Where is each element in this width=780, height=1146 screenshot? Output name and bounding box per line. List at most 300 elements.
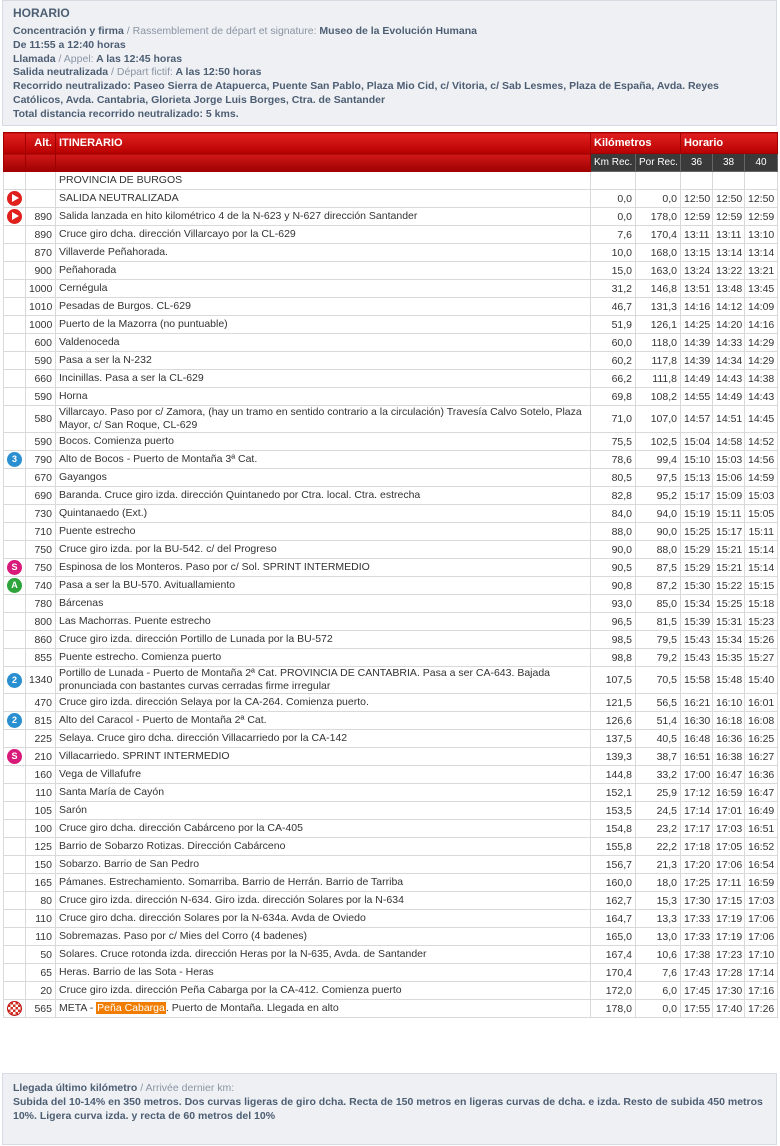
row-km-remaining: 88,0 bbox=[636, 541, 681, 559]
row-time-38: 15:35 bbox=[713, 649, 745, 667]
row-icon-cell bbox=[4, 433, 26, 451]
row-time-36: 15:58 bbox=[681, 667, 713, 694]
row-itinerary: Pasa a ser la N-232 bbox=[56, 352, 591, 370]
row-itinerary: Villacarriedo. SPRINT INTERMEDIO bbox=[56, 748, 591, 766]
row-itinerary: Cruce giro izda. por la BU-542. c/ del Progreso bbox=[56, 541, 591, 559]
row-time-40: 15:40 bbox=[745, 667, 778, 694]
row-altitude: 580 bbox=[26, 406, 56, 433]
table-row bbox=[4, 388, 778, 406]
table-row bbox=[4, 190, 778, 208]
row-time-36: 17:17 bbox=[681, 820, 713, 838]
row-itinerary: Baranda. Cruce giro izda. dirección Quintanedo por Ctra. local. Ctra. estrecha bbox=[56, 487, 591, 505]
row-icon-cell bbox=[4, 388, 26, 406]
row-itinerary: Puente estrecho bbox=[56, 523, 591, 541]
row-altitude: 65 bbox=[26, 964, 56, 982]
row-km-remaining: 13,3 bbox=[636, 910, 681, 928]
last-km-title-es: Llegada último kilómetro bbox=[13, 1082, 138, 1094]
header-line-fr: Appel: bbox=[63, 52, 94, 65]
row-itinerary: Selaya. Cruce giro dcha. dirección Villacarriedo por la CA-142 bbox=[56, 730, 591, 748]
row-km-remaining: 118,0 bbox=[636, 334, 681, 352]
row-time-40: 16:01 bbox=[745, 694, 778, 712]
row-km-remaining: 79,2 bbox=[636, 649, 681, 667]
header-alt: Alt. bbox=[26, 133, 56, 154]
row-altitude: 890 bbox=[26, 208, 56, 226]
row-icon-cell bbox=[4, 892, 26, 910]
row-altitude: 800 bbox=[26, 613, 56, 631]
row-km-remaining: 102,5 bbox=[636, 433, 681, 451]
row-km-covered: 153,5 bbox=[591, 802, 636, 820]
table-row bbox=[4, 766, 778, 784]
row-time-38: 17:28 bbox=[713, 964, 745, 982]
row-km-covered: 139,3 bbox=[591, 748, 636, 766]
row-km-covered: 15,0 bbox=[591, 262, 636, 280]
row-time-38: 12:59 bbox=[713, 208, 745, 226]
row-time-40 bbox=[745, 172, 778, 190]
row-icon-cell bbox=[4, 316, 26, 334]
row-time-40: 14:43 bbox=[745, 388, 778, 406]
table-row bbox=[4, 1000, 778, 1018]
row-km-covered: 160,0 bbox=[591, 874, 636, 892]
row-time-40: 14:29 bbox=[745, 352, 778, 370]
header-line-sep: / bbox=[55, 52, 64, 65]
schedule-header bbox=[2, 0, 777, 126]
sprint-icon: S bbox=[7, 560, 22, 575]
row-icon-cell bbox=[4, 208, 26, 226]
row-itinerary: Sobremazas. Paso por c/ Mies del Corro (4 badenes) bbox=[56, 928, 591, 946]
row-time-38: 15:21 bbox=[713, 559, 745, 577]
row-km-remaining: 33,2 bbox=[636, 766, 681, 784]
row-km-remaining: 117,8 bbox=[636, 352, 681, 370]
row-km-covered: 126,6 bbox=[591, 712, 636, 730]
row-km-covered: 0,0 bbox=[591, 190, 636, 208]
row-time-38: 16:36 bbox=[713, 730, 745, 748]
table-row bbox=[4, 595, 778, 613]
row-time-40: 16:54 bbox=[745, 856, 778, 874]
mountain-pass-icon: 2 bbox=[7, 713, 22, 728]
row-icon-cell bbox=[4, 712, 26, 730]
start-icon bbox=[7, 209, 22, 224]
row-altitude bbox=[26, 190, 56, 208]
row-km-remaining: 90,0 bbox=[636, 523, 681, 541]
row-icon-cell bbox=[4, 838, 26, 856]
table-row bbox=[4, 226, 778, 244]
row-time-40: 17:16 bbox=[745, 982, 778, 1000]
row-itinerary: Villarcayo. Paso por c/ Zamora, (hay un tramo en sentido contrario a la circulación) Travesía Calvo Sotelo, Plaza Mayor, c/ San Roque, CL-629 bbox=[56, 406, 591, 433]
row-km-remaining: 0,0 bbox=[636, 1000, 681, 1018]
row-km-remaining: 87,5 bbox=[636, 559, 681, 577]
row-time-36: 13:15 bbox=[681, 244, 713, 262]
row-time-40: 15:18 bbox=[745, 595, 778, 613]
row-time-40: 16:52 bbox=[745, 838, 778, 856]
last-km-text bbox=[13, 1081, 771, 1123]
row-km-remaining: 38,7 bbox=[636, 748, 681, 766]
row-km-covered: 0,0 bbox=[591, 208, 636, 226]
row-time-40: 16:51 bbox=[745, 820, 778, 838]
row-time-40: 15:23 bbox=[745, 613, 778, 631]
row-altitude: 165 bbox=[26, 874, 56, 892]
table-subheader-row bbox=[4, 154, 778, 172]
table-row bbox=[4, 802, 778, 820]
row-km-remaining: 108,2 bbox=[636, 388, 681, 406]
itinerary-body bbox=[4, 172, 778, 1018]
row-time-36: 12:50 bbox=[681, 190, 713, 208]
row-icon-cell bbox=[4, 523, 26, 541]
row-time-36: 15:29 bbox=[681, 541, 713, 559]
table-row bbox=[4, 982, 778, 1000]
row-km-remaining: 22,2 bbox=[636, 838, 681, 856]
row-km-covered: 107,5 bbox=[591, 667, 636, 694]
row-time-40: 14:52 bbox=[745, 433, 778, 451]
row-itinerary: SALIDA NEUTRALIZADA bbox=[56, 190, 591, 208]
row-altitude: 590 bbox=[26, 388, 56, 406]
row-km-remaining: 23,2 bbox=[636, 820, 681, 838]
row-time-38: 17:40 bbox=[713, 1000, 745, 1018]
table-row bbox=[4, 172, 778, 190]
row-time-36: 14:16 bbox=[681, 298, 713, 316]
table-row bbox=[4, 280, 778, 298]
row-time-36: 15:29 bbox=[681, 559, 713, 577]
row-altitude: 125 bbox=[26, 838, 56, 856]
row-km-remaining: 131,3 bbox=[636, 298, 681, 316]
table-row bbox=[4, 910, 778, 928]
row-itinerary: Valdenoceda bbox=[56, 334, 591, 352]
table-row bbox=[4, 928, 778, 946]
row-km-covered: 60,2 bbox=[591, 352, 636, 370]
row-km-covered: 156,7 bbox=[591, 856, 636, 874]
row-time-40: 15:14 bbox=[745, 541, 778, 559]
row-km-remaining: 51,4 bbox=[636, 712, 681, 730]
header-horario: Horario bbox=[681, 133, 778, 154]
row-km-covered: 31,2 bbox=[591, 280, 636, 298]
row-icon-cell bbox=[4, 406, 26, 433]
row-time-40: 17:06 bbox=[745, 928, 778, 946]
row-km-covered: 96,5 bbox=[591, 613, 636, 631]
row-time-38: 17:19 bbox=[713, 910, 745, 928]
row-time-36: 14:55 bbox=[681, 388, 713, 406]
row-altitude: 690 bbox=[26, 487, 56, 505]
subheader-speed-36: 36 bbox=[681, 154, 713, 172]
row-altitude: 1340 bbox=[26, 667, 56, 694]
row-time-36: 17:45 bbox=[681, 982, 713, 1000]
row-altitude: 750 bbox=[26, 559, 56, 577]
table-row bbox=[4, 856, 778, 874]
sprint-icon: S bbox=[7, 749, 22, 764]
table-row bbox=[4, 730, 778, 748]
row-time-38: 16:47 bbox=[713, 766, 745, 784]
row-km-covered: 170,4 bbox=[591, 964, 636, 982]
row-icon-cell bbox=[4, 577, 26, 595]
row-time-36: 17:12 bbox=[681, 784, 713, 802]
table-row bbox=[4, 523, 778, 541]
row-time-36: 16:51 bbox=[681, 748, 713, 766]
table-row bbox=[4, 352, 778, 370]
header-line-es: Total distancia recorrido neutralizado: 5 kms. bbox=[13, 107, 239, 120]
row-time-40: 14:29 bbox=[745, 334, 778, 352]
row-time-38: 17:05 bbox=[713, 838, 745, 856]
subheader-blank bbox=[56, 154, 591, 172]
row-time-38: 13:11 bbox=[713, 226, 745, 244]
row-km-covered: 88,0 bbox=[591, 523, 636, 541]
table-row bbox=[4, 667, 778, 694]
row-itinerary: PROVINCIA DE BURGOS bbox=[56, 172, 591, 190]
row-time-38: 15:31 bbox=[713, 613, 745, 631]
row-time-38 bbox=[713, 172, 745, 190]
row-time-36: 15:43 bbox=[681, 649, 713, 667]
table-row bbox=[4, 244, 778, 262]
header-line bbox=[13, 25, 771, 39]
row-km-remaining: 111,8 bbox=[636, 370, 681, 388]
row-time-38: 14:33 bbox=[713, 334, 745, 352]
row-time-38: 14:20 bbox=[713, 316, 745, 334]
row-time-40: 15:05 bbox=[745, 505, 778, 523]
last-km-box bbox=[2, 1073, 777, 1145]
row-time-36: 17:00 bbox=[681, 766, 713, 784]
row-icon-cell bbox=[4, 370, 26, 388]
row-time-38: 13:14 bbox=[713, 244, 745, 262]
row-icon-cell bbox=[4, 298, 26, 316]
row-icon-cell bbox=[4, 784, 26, 802]
table-row bbox=[4, 316, 778, 334]
row-altitude: 80 bbox=[26, 892, 56, 910]
row-km-remaining: 87,2 bbox=[636, 577, 681, 595]
row-itinerary: Santa María de Cayón bbox=[56, 784, 591, 802]
header-line-fr: Rassemblement de départ et signature: bbox=[132, 25, 317, 37]
row-time-38: 17:30 bbox=[713, 982, 745, 1000]
row-itinerary: Pámanes. Estrechamiento. Somarriba. Barrio de Herrán. Barrio de Tarriba bbox=[56, 874, 591, 892]
row-icon-cell bbox=[4, 487, 26, 505]
row-itinerary: Heras. Barrio de las Sota - Heras bbox=[56, 964, 591, 982]
row-time-40: 15:27 bbox=[745, 649, 778, 667]
row-time-38: 13:22 bbox=[713, 262, 745, 280]
row-time-36: 17:30 bbox=[681, 892, 713, 910]
row-itinerary: Gayangos bbox=[56, 469, 591, 487]
row-itinerary: Cruce giro izda. dirección Portillo de Lunada por la BU-572 bbox=[56, 631, 591, 649]
subheader-por-rec: Por Rec. bbox=[636, 154, 681, 172]
row-icon-cell bbox=[4, 748, 26, 766]
row-itinerary: Sarón bbox=[56, 802, 591, 820]
row-time-38: 15:34 bbox=[713, 631, 745, 649]
row-altitude: 780 bbox=[26, 595, 56, 613]
row-altitude: 1000 bbox=[26, 280, 56, 298]
row-km-remaining: 107,0 bbox=[636, 406, 681, 433]
row-time-36: 16:48 bbox=[681, 730, 713, 748]
row-km-covered: 69,8 bbox=[591, 388, 636, 406]
row-altitude: 110 bbox=[26, 910, 56, 928]
table-row bbox=[4, 892, 778, 910]
row-time-38: 15:48 bbox=[713, 667, 745, 694]
row-icon-cell bbox=[4, 352, 26, 370]
row-time-36: 15:13 bbox=[681, 469, 713, 487]
row-icon-cell bbox=[4, 910, 26, 928]
row-km-remaining: 40,5 bbox=[636, 730, 681, 748]
row-time-38: 14:43 bbox=[713, 370, 745, 388]
row-itinerary: Espinosa de los Monteros. Paso por c/ Sol. SPRINT INTERMEDIO bbox=[56, 559, 591, 577]
row-time-36: 15:04 bbox=[681, 433, 713, 451]
row-km-remaining: 178,0 bbox=[636, 208, 681, 226]
row-altitude: 750 bbox=[26, 541, 56, 559]
row-km-covered: 75,5 bbox=[591, 433, 636, 451]
row-time-40: 17:03 bbox=[745, 892, 778, 910]
row-altitude: 600 bbox=[26, 334, 56, 352]
row-altitude: 20 bbox=[26, 982, 56, 1000]
row-km-remaining: 95,2 bbox=[636, 487, 681, 505]
table-row bbox=[4, 838, 778, 856]
row-km-covered: 178,0 bbox=[591, 1000, 636, 1018]
table-row bbox=[4, 451, 778, 469]
row-time-36: 14:39 bbox=[681, 352, 713, 370]
row-km-covered: 84,0 bbox=[591, 505, 636, 523]
last-km-title-fr: Arrivée dernier km: bbox=[145, 1082, 235, 1094]
row-itinerary: Quintanaedo (Ext.) bbox=[56, 505, 591, 523]
last-km-description: Subida del 10-14% en 350 metros. Dos curvas ligeras de giro dcha. Recta de 150 metros en ligeras curvas de dcha. e izda. Resto de subida 450 metros 10%. Ligera curva izda. y recta de 60 metros del 10% bbox=[13, 1096, 763, 1122]
table-row bbox=[4, 298, 778, 316]
row-itinerary bbox=[56, 1000, 591, 1018]
feed-zone-icon: A bbox=[7, 578, 22, 593]
row-km-remaining: 146,8 bbox=[636, 280, 681, 298]
row-time-36: 17:20 bbox=[681, 856, 713, 874]
row-km-covered: 66,2 bbox=[591, 370, 636, 388]
row-km-covered: 165,0 bbox=[591, 928, 636, 946]
row-time-38: 15:11 bbox=[713, 505, 745, 523]
table-row bbox=[4, 433, 778, 451]
row-time-40: 17:26 bbox=[745, 1000, 778, 1018]
row-time-38: 17:19 bbox=[713, 928, 745, 946]
row-km-covered: 90,8 bbox=[591, 577, 636, 595]
row-time-36: 17:18 bbox=[681, 838, 713, 856]
header-line bbox=[13, 39, 771, 53]
table-row bbox=[4, 469, 778, 487]
row-altitude: 890 bbox=[26, 226, 56, 244]
row-time-40: 13:45 bbox=[745, 280, 778, 298]
header-line-es: Recorrido neutralizado: Paseo Sierra de Atapuerca, Puente San Pablo, Plaza Mio Cid, c/ Vitoria, c/ Sab Lesmes, Plaza de España, Avda. Reyes Católicos, Avda. Cantabria, Glorieta Jorge Luis Borges, Ctra. de Santander bbox=[13, 80, 719, 106]
row-km-remaining: 6,0 bbox=[636, 982, 681, 1000]
table-row bbox=[4, 208, 778, 226]
row-km-covered: 82,8 bbox=[591, 487, 636, 505]
row-icon-cell bbox=[4, 667, 26, 694]
row-time-40: 16:47 bbox=[745, 784, 778, 802]
table-row bbox=[4, 820, 778, 838]
row-altitude: 1000 bbox=[26, 316, 56, 334]
row-km-covered: 51,9 bbox=[591, 316, 636, 334]
header-line-value: A las 12:50 horas bbox=[172, 66, 262, 79]
row-time-36: 13:24 bbox=[681, 262, 713, 280]
row-icon-cell bbox=[4, 1000, 26, 1018]
row-icon-cell bbox=[4, 946, 26, 964]
table-row bbox=[4, 712, 778, 730]
row-itinerary: Peñahorada bbox=[56, 262, 591, 280]
row-itinerary: Alto del Caracol - Puerto de Montaña 2ª Cat. bbox=[56, 712, 591, 730]
subheader-speed-40: 40 bbox=[745, 154, 778, 172]
row-icon-cell bbox=[4, 595, 26, 613]
row-altitude: 855 bbox=[26, 649, 56, 667]
row-time-40: 14:16 bbox=[745, 316, 778, 334]
row-km-remaining: 99,4 bbox=[636, 451, 681, 469]
row-km-covered: 71,0 bbox=[591, 406, 636, 433]
itinerary-table bbox=[3, 132, 778, 1018]
row-time-36: 14:25 bbox=[681, 316, 713, 334]
row-icon-cell bbox=[4, 964, 26, 982]
row-time-36: 15:25 bbox=[681, 523, 713, 541]
row-time-40: 15:14 bbox=[745, 559, 778, 577]
row-itinerary: Pasa a ser la BU-570. Avituallamiento bbox=[56, 577, 591, 595]
table-row bbox=[4, 541, 778, 559]
row-km-covered: 154,8 bbox=[591, 820, 636, 838]
row-icon-cell bbox=[4, 226, 26, 244]
row-km-remaining: 85,0 bbox=[636, 595, 681, 613]
table-row bbox=[4, 487, 778, 505]
row-km-remaining: 13,0 bbox=[636, 928, 681, 946]
row-itinerary: Puerto de la Mazorra (no puntuable) bbox=[56, 316, 591, 334]
row-altitude: 590 bbox=[26, 433, 56, 451]
row-icon-cell bbox=[4, 766, 26, 784]
row-icon-cell bbox=[4, 541, 26, 559]
row-altitude: 50 bbox=[26, 946, 56, 964]
row-itinerary: Incinillas. Pasa a ser la CL-629 bbox=[56, 370, 591, 388]
row-time-36: 17:55 bbox=[681, 1000, 713, 1018]
subheader-speed-38: 38 bbox=[713, 154, 745, 172]
header-itinerary: ITINERARIO bbox=[56, 133, 591, 154]
row-km-remaining: 25,9 bbox=[636, 784, 681, 802]
row-time-40: 15:15 bbox=[745, 577, 778, 595]
row-time-38: 17:03 bbox=[713, 820, 745, 838]
row-km-remaining: 7,6 bbox=[636, 964, 681, 982]
row-time-38: 15:03 bbox=[713, 451, 745, 469]
row-time-36: 17:33 bbox=[681, 910, 713, 928]
table-header-row bbox=[4, 133, 778, 154]
row-icon-cell bbox=[4, 820, 26, 838]
row-time-40: 16:25 bbox=[745, 730, 778, 748]
row-time-38: 17:23 bbox=[713, 946, 745, 964]
mountain-pass-icon: 2 bbox=[7, 673, 22, 688]
row-time-36: 13:11 bbox=[681, 226, 713, 244]
row-time-38: 14:58 bbox=[713, 433, 745, 451]
row-km-covered bbox=[591, 172, 636, 190]
row-altitude: 470 bbox=[26, 694, 56, 712]
row-itinerary: Las Machorras. Puente estrecho bbox=[56, 613, 591, 631]
row-altitude: 710 bbox=[26, 523, 56, 541]
finish-prefix: META - bbox=[59, 1002, 97, 1014]
row-time-38: 14:49 bbox=[713, 388, 745, 406]
row-km-covered: 172,0 bbox=[591, 982, 636, 1000]
row-time-38: 16:59 bbox=[713, 784, 745, 802]
row-time-38: 14:51 bbox=[713, 406, 745, 433]
row-time-36: 17:14 bbox=[681, 802, 713, 820]
row-altitude: 790 bbox=[26, 451, 56, 469]
row-itinerary: Cruce giro dcha. dirección Cabárceno por la CA-405 bbox=[56, 820, 591, 838]
row-time-40: 16:08 bbox=[745, 712, 778, 730]
row-km-covered: 144,8 bbox=[591, 766, 636, 784]
row-altitude: 670 bbox=[26, 469, 56, 487]
row-time-40: 17:10 bbox=[745, 946, 778, 964]
row-time-40: 12:50 bbox=[745, 190, 778, 208]
last-km-sep: / bbox=[137, 1082, 146, 1094]
row-icon-cell bbox=[4, 334, 26, 352]
row-itinerary: Cruce giro izda. dirección Selaya por la CA-264. Comienza puerto. bbox=[56, 694, 591, 712]
row-time-38: 14:34 bbox=[713, 352, 745, 370]
row-altitude: 740 bbox=[26, 577, 56, 595]
row-itinerary: Vega de Villafufre bbox=[56, 766, 591, 784]
finish-icon bbox=[7, 1001, 22, 1016]
row-time-38: 16:38 bbox=[713, 748, 745, 766]
row-time-36: 16:21 bbox=[681, 694, 713, 712]
table-row bbox=[4, 406, 778, 433]
row-time-40: 14:45 bbox=[745, 406, 778, 433]
table-row bbox=[4, 631, 778, 649]
row-km-remaining: 24,5 bbox=[636, 802, 681, 820]
row-time-36: 13:51 bbox=[681, 280, 713, 298]
row-icon-cell bbox=[4, 505, 26, 523]
table-row bbox=[4, 748, 778, 766]
